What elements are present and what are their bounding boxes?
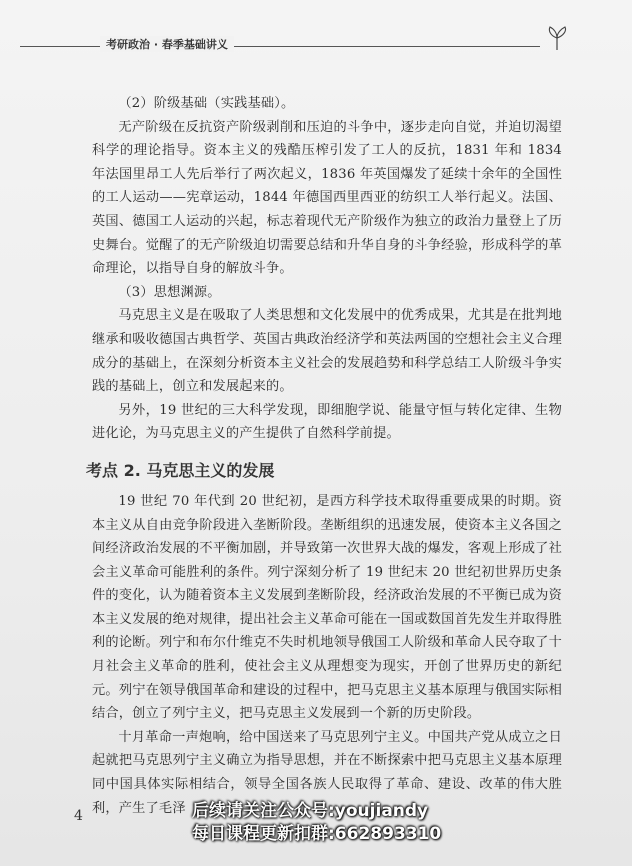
main-content (86, 92, 562, 820)
subsection-title-class-basis: （2）阶级基础（实践基础）。 (118, 96, 295, 111)
header-rule (20, 46, 540, 47)
page-number: 4 (74, 808, 83, 824)
section-heading-development: 考点 2. 马克思主义的发展 (86, 460, 275, 480)
paragraph-october-revolution: 十月革命一声炮响，给中国送来了马克思列宁主义。中国共产党从成立之日起就把马克思列宁主义确立为指导思想，并在不断探索中把马克思主义基本原理同中国具体实际相结合，领导全国各族人民取得了革命、建设、改革的伟大胜利，产生了毛泽 (92, 729, 562, 816)
paragraph-ideological-origins: 马克思主义是在吸取了人类思想和文化发展中的优秀成果，尤其是在批判地继承和吸收德国古典哲学、英国古典政治经济学和英法两国的空想社会主义合理成分的基础上，在深刻分析资本主义社会的发展趋势和科学总结工人阶级斗争实践的基础上，创立和发展起来的。 (92, 308, 562, 395)
paragraph-class-basis: 无产阶级在反抗资产阶级剥削和压迫的斗争中，逐步走向自觉，并迫切渴望科学的理论指导。资本主义的残酷压榨引发了工人的反抗，1831 年和 1834 年法国里昂工人先后举行了两次起义，1836 年英国爆发了延续十余年的全国性的工人运动——宪章运动，1844 年德国西里西亚的纺织工人举行起义。法国、英国、德国工人运动的兴起，标志着现代无产阶级作为独立的政治力量登上了历史舞台。觉醒了的无产阶级迫切需要总结和升华自身的斗争经验，形成科学的革命理论，以指导自身的解放斗争。 (92, 119, 562, 277)
sprout-icon (542, 22, 572, 52)
watermark-line-1: 后续请关注公众号:youjiandy (192, 801, 429, 821)
paragraph-scientific-discoveries: 另外，19 世纪的三大科学发现，即细胞学说、能量守恒与转化定律、生物进化论，为马克思主义的产生提供了自然科学前提。 (92, 402, 562, 442)
subsection-title-ideological-origins: （3）思想渊源。 (118, 284, 221, 300)
watermark-line-2: 每日课程更新扣群:662893310 (192, 824, 442, 844)
paragraph-leninism: 19 世纪 70 年代到 20 世纪初，是西方科学技术取得重要成果的时期。资本主义从自由竞争阶段进入垄断阶段。垄断组织的迅速发展，使资本主义各国之间经济政治发展的不平衡加剧，并导致第一次世界大战的爆发，客观上形成了社会主义革命可能胜利的条件。列宁深刻分析了 19 世纪末 20 世纪初世界历史条件的变化，认为随着资本主义发展到垄断阶段，经济政治发展的不平衡已成为资本主义发展的绝对规律，提出社会主义革命可能在一国或数国首先发生并取得胜利的论断。列宁和布尔什维克不失时机地领导俄国工人阶级和革命人民夺取了十月社会主义革命的胜利，使社会主义从理想变为现实，开创了世界历史的新纪元。列宁在领导俄国革命和建设的过程中，把马克思主义基本原理与俄国实际相结合，创立了列宁主义，把马克思主义发展到一个新的历史阶段。 (92, 493, 562, 722)
page-header (20, 34, 618, 56)
header-title: 考研政治 · 春季基础讲义 (100, 36, 234, 52)
watermark-overlay (192, 800, 492, 846)
